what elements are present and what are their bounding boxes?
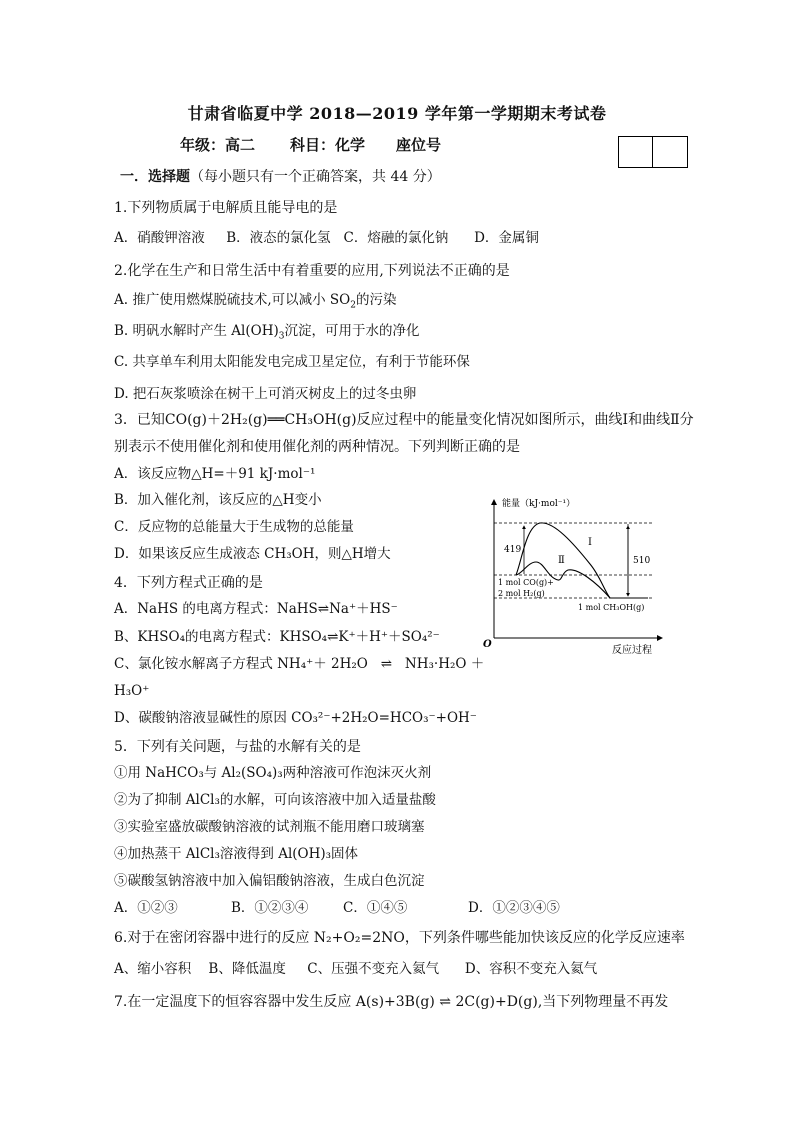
q2-option-c: C. 共享单车利用太阳能发电完成卫星定位，有利于节能环保 [114,354,470,370]
q4-stem: 4．下列方程式正确的是 [114,575,263,591]
q4-option-b: B、KHSO₄的电离方程式：KHSO₄⇌K⁺＋H⁺＋SO₄²⁻ [114,629,440,645]
q2-b-tail: 沉淀，可用于水的净化 [284,323,420,339]
q5-item-5: ⑤碳酸氢钠溶液中加入偏铝酸钠溶液，生成白色沉淀 [114,873,425,889]
x-axis-label: 反应过程 [612,645,652,656]
section-title: 一．选择题 [120,169,190,185]
q7-stem: 7.在一定温度下的恒容容器中发生反应 A(s)+3B(g) ⇌ 2C(g)+D(g),当下列物理量不再发 [114,994,669,1010]
q2-option-b: B. 明矾水解时产生 $Al(OH)_3$沉淀，可用于水的净化 [114,323,420,342]
seat-cell-1 [619,137,653,167]
subject-label: 科目：化学 [290,136,366,154]
q3-stem-line1: 3．已知CO(g)＋2H₂(g)══CH₃OH(g)反应过程中的能量变化情况如图所示，曲线Ⅰ和曲线Ⅱ分 [114,412,694,428]
q3-option-d: D．如果该反应生成液态 CH₃OH，则△H增大 [114,546,391,562]
seat-number-box [618,136,688,168]
q5-option-d: D．①②③④⑤ [468,900,560,916]
q2-option-a: A. 推广使用燃煤脱硫技术,可以减小 $SO_2$的污染 [114,292,397,311]
q1-options: A．硝酸钾溶液 B．液态的氯化氢 C．熔融的氯化钠 D．金属铜 [114,230,539,246]
section-heading [120,166,441,186]
origin-label: O [483,639,492,650]
q5-item-4: ④加热蒸干 AlCl₃溶液得到 Al(OH)₃固体 [114,846,359,862]
q6-stem: 6.对于在密闭容器中进行的反应 N₂+O₂=2NO，下列条件哪些能加快该反应的化学反应速率 [114,930,685,946]
curve-I-label: Ⅰ [588,537,592,548]
q3-option-a: A．该反应物△H=＋91 kJ·mol⁻¹ [114,466,316,482]
q6-options: A、缩小容积 B、降低温度 C、压强不变充入氦气 D、容积不变充入氦气 [114,961,598,977]
q2-option-d: D. 把石灰浆喷涂在树干上可消灭树皮上的过冬虫卵 [114,386,417,402]
q5-item-2: ②为了抑制 AlCl₃的水解，可向该溶液中加入适量盐酸 [114,792,436,808]
q4-option-a: A．NaHS 的电离方程式：NaHS⇌Na⁺＋HS⁻ [114,601,398,617]
reactant-label-1: 1 mol CO(g)+ [498,578,554,587]
q4-option-c-line2: H₃O⁺ [114,683,150,699]
q5-item-1: ①用 NaHCO₃与 Al₂(SO₄)₃两种溶液可作泡沫灭火剂 [114,765,432,781]
q2-stem: 2.化学在生产和日常生活中有着重要的应用,下列说法不正确的是 [114,263,510,279]
q2-b-text: B. 明矾水解时产生 Al(OH) [114,323,279,339]
grade-label: 年级：高二 [180,136,256,154]
value-419: 419 [504,545,522,555]
curve-II-label: Ⅱ [558,555,565,566]
exam-title: 甘肃省临夏中学 2018—2019 学年第一学期期末考试卷 [187,104,607,123]
q4-option-c-line1: C、氯化铵水解离子方程式 NH₄⁺＋ 2H₂O ⇌ NH₃·H₂O ＋ [114,656,485,672]
q5-option-a: A．①②③ [114,900,178,916]
q2-a-tail: 的污染 [355,292,397,308]
section-note: （每小题只有一个正确答案，共 44 分） [190,169,441,185]
q3-option-c: C．反应物的总能量大于生成物的总能量 [114,519,354,535]
seat-label: 座位号 [396,136,442,154]
q5-option-b: B．①②③④ [231,900,309,916]
y-axis-label: 能量（kJ·mol⁻¹） [502,499,576,509]
energy-diagram [478,490,678,660]
q3-stem-line2: 别表示不使用催化剂和使用催化剂的两种情况。下列判断正确的是 [114,439,520,455]
q3-option-b: B．加入催化剂，该反应的△H变小 [114,492,322,508]
seat-cell-2 [653,137,687,167]
q5-stem: 5．下列有关问题，与盐的水解有关的是 [114,739,361,755]
reactant-label-2: 2 mol H₂(g) [498,589,545,598]
product-label: 1 mol CH₃OH(g) [578,603,645,612]
q4-option-d: D、碳酸钠溶液显碱性的原因 CO₃²⁻+2H₂O=HCO₃⁻+OH⁻ [114,710,477,726]
q2-a-text: A. 推广使用燃煤脱硫技术,可以减小 SO [114,292,351,308]
q5-option-c: C．①④⑤ [343,900,408,916]
q5-item-3: ③实验室盛放碳酸钠溶液的试剂瓶不能用磨口玻璃塞 [114,819,425,835]
value-510: 510 [633,556,651,566]
q1-stem: 1.下列物质属于电解质且能导电的是 [114,200,338,216]
